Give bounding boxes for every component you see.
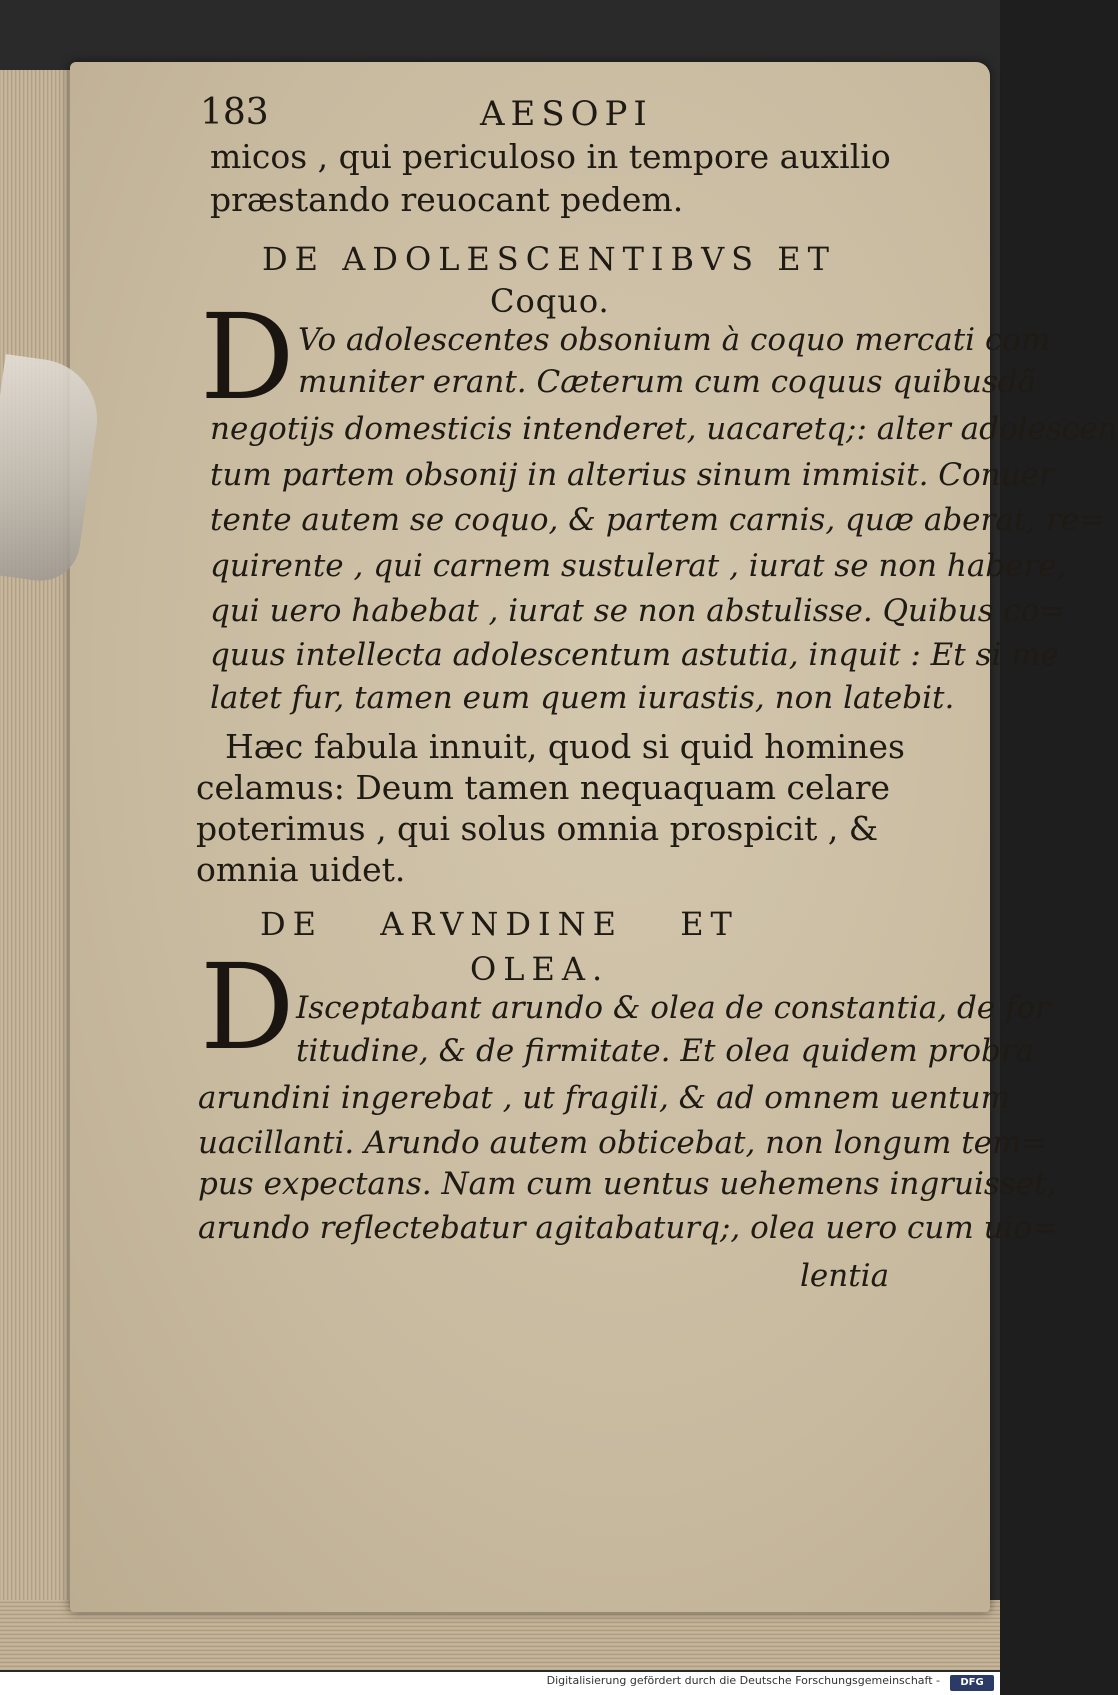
dfg-logo: DFG bbox=[950, 1675, 994, 1691]
fable1-moral-line-1: Hæc fabula innuit, quod si quid homines bbox=[225, 727, 905, 766]
fable1-line-6: quirente , qui carnem sustulerat , iurat se non habere, bbox=[210, 548, 1067, 584]
fable1-line-3: negotijs domesticis intenderet, uacaretq;: alter adolescen bbox=[210, 411, 1118, 447]
fable1-line-7: qui uero habebat , iurat se non abstulisse. Quibus co= bbox=[210, 593, 1066, 629]
fable2-dropcap: D bbox=[200, 938, 295, 1076]
fable1-line-2: muniter erant. Cæterum cum coquus quibusdã bbox=[298, 364, 1037, 400]
fable1-title-line1: DE ADOLESCENTIBVS ET bbox=[262, 240, 836, 278]
fable1-line-4: tum partem obsonij in alterius sinum immisit. Conuer bbox=[210, 457, 1054, 493]
fable1-moral-line-3: poterimus , qui solus omnia prospicit , & bbox=[196, 809, 879, 848]
fable2-line-6: arundo reflectebatur agitabaturq;, olea uero cum uio= bbox=[198, 1210, 1059, 1246]
fable1-line-1: Vo adolescentes obsonium à coquo mercati com bbox=[298, 322, 1051, 358]
fable1-moral-line-2: celamus: Deum tamen nequaquam celare bbox=[196, 768, 891, 807]
funding-credit: Digitalisierung gefördert durch die Deutsche Forschungsgemeinschaft - bbox=[546, 1674, 940, 1687]
continuation-line-1: micos , qui periculoso in tempore auxilio bbox=[210, 137, 891, 176]
fable2-line-3: arundini ingerebat , ut fragili, & ad omnem uentum bbox=[198, 1080, 1010, 1116]
fable1-moral-line-4: omnia uidet. bbox=[196, 850, 406, 889]
running-head: AESOPI bbox=[480, 94, 653, 134]
page-number: 183 bbox=[200, 92, 269, 133]
fable2-line-5: pus expectans. Nam cum uentus uehemens ingruisset, bbox=[198, 1166, 1057, 1202]
fable1-line-5: tente autem se coquo, & partem carnis, quæ aberat, re= bbox=[210, 502, 1106, 538]
fable1-title-line2: Coquo. bbox=[490, 282, 610, 320]
fable2-line-1: Isceptabant arundo & olea de constantia, de for bbox=[296, 990, 1050, 1026]
page-header bbox=[200, 92, 945, 142]
fable2-title-line2: OLEA. bbox=[470, 950, 610, 988]
fable2-line-2: titudine, & de firmitate. Et olea quidem probra bbox=[296, 1033, 1035, 1069]
fable2-title-line1: DE ARVNDINE ET bbox=[260, 905, 739, 943]
fable2-catchword: lentia bbox=[800, 1258, 890, 1294]
fable1-dropcap: D bbox=[200, 288, 295, 426]
digitization-footer bbox=[0, 1672, 1000, 1695]
fable1-line-9: latet fur, tamen eum quem iurastis, non latebit. bbox=[210, 680, 955, 716]
fable2-line-4: uacillanti. Arundo autem obticebat, non longum tem= bbox=[198, 1125, 1048, 1161]
continuation-line-2: præstando reuocant pedem. bbox=[210, 180, 684, 219]
fable1-line-8: quus intellecta adolescentum astutia, inquit : Et si me bbox=[210, 637, 1060, 673]
